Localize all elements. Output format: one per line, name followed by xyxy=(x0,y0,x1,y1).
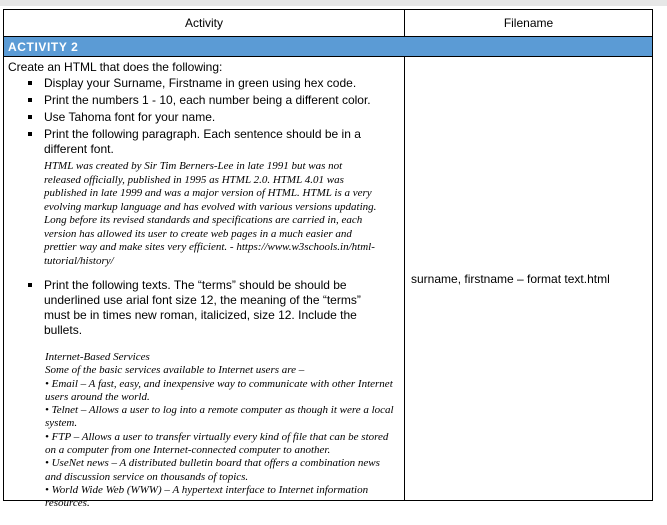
service-item: • FTP – Allows a user to transfer virtually every kind of file that can be stored on a computer from one Internet-connected computer to another. xyxy=(45,430,389,457)
task-item xyxy=(44,127,400,268)
section-title: ACTIVITY 2 xyxy=(4,37,653,57)
intro-text: Create an HTML that does the following: xyxy=(8,60,223,74)
services-subtitle: Some of the basic services available to Internet users are – xyxy=(45,364,305,377)
filename-column-header: Filename xyxy=(405,10,653,37)
activity-table xyxy=(3,9,653,510)
task-item: Use Tahoma font for your name. xyxy=(44,110,400,125)
top-separator xyxy=(0,0,667,6)
section-band xyxy=(4,37,653,57)
task-list xyxy=(8,76,400,338)
activity-row xyxy=(4,57,653,501)
task-item-text: Print the following paragraph. Each sentence should be in a different font. xyxy=(44,127,361,156)
table-header-row xyxy=(4,10,653,37)
service-item: • Telnet – Allows a user to log into a remote computer as though it were a local system. xyxy=(45,404,394,430)
task-item: Print the numbers 1 - 10, each number being a different color. xyxy=(44,93,400,108)
task-item: Print the following texts. The “terms” should be should be underlined use arial font size 12, the meaning of the “terms” must be in times new roman, italicized, size 12. Include the bullets. xyxy=(44,278,400,338)
instructions-cell xyxy=(4,57,405,510)
task-item: Display your Surname, Firstname in green using hex code. xyxy=(44,76,400,91)
service-item: • UseNet news – A distributed bulletin board that offers a combination news and discussion service on thousands of topics. xyxy=(45,457,380,483)
sample-paragraph: HTML was created by Sir Tim Berners-Lee in late 1991 but was not released officially, published in 1995 as HTML 2.0. HTML 4.01 was published in late 1999 and was a major version of HTML. HTML is a very evolving markup language and has evolved with various versions updating. Long before its revised standards and specifications are carried in, each version has allowed its user to create web pages in a much easier and prettier way and make sites very efficient. - https://www.w3schools.in/html-tutorial/history/ xyxy=(44,160,377,267)
activity-column-header: Activity xyxy=(4,10,405,37)
filename-cell: surname, firstname – format text.html xyxy=(405,57,653,501)
service-item: • Email – A fast, easy, and inexpensive way to communicate with other Internet users around the world. xyxy=(45,377,393,403)
services-block xyxy=(45,351,398,511)
services-title: Internet-Based Services xyxy=(45,351,150,363)
service-item: • World Wide Web (WWW) – A hypertext interface to Internet information resources. xyxy=(45,483,369,510)
